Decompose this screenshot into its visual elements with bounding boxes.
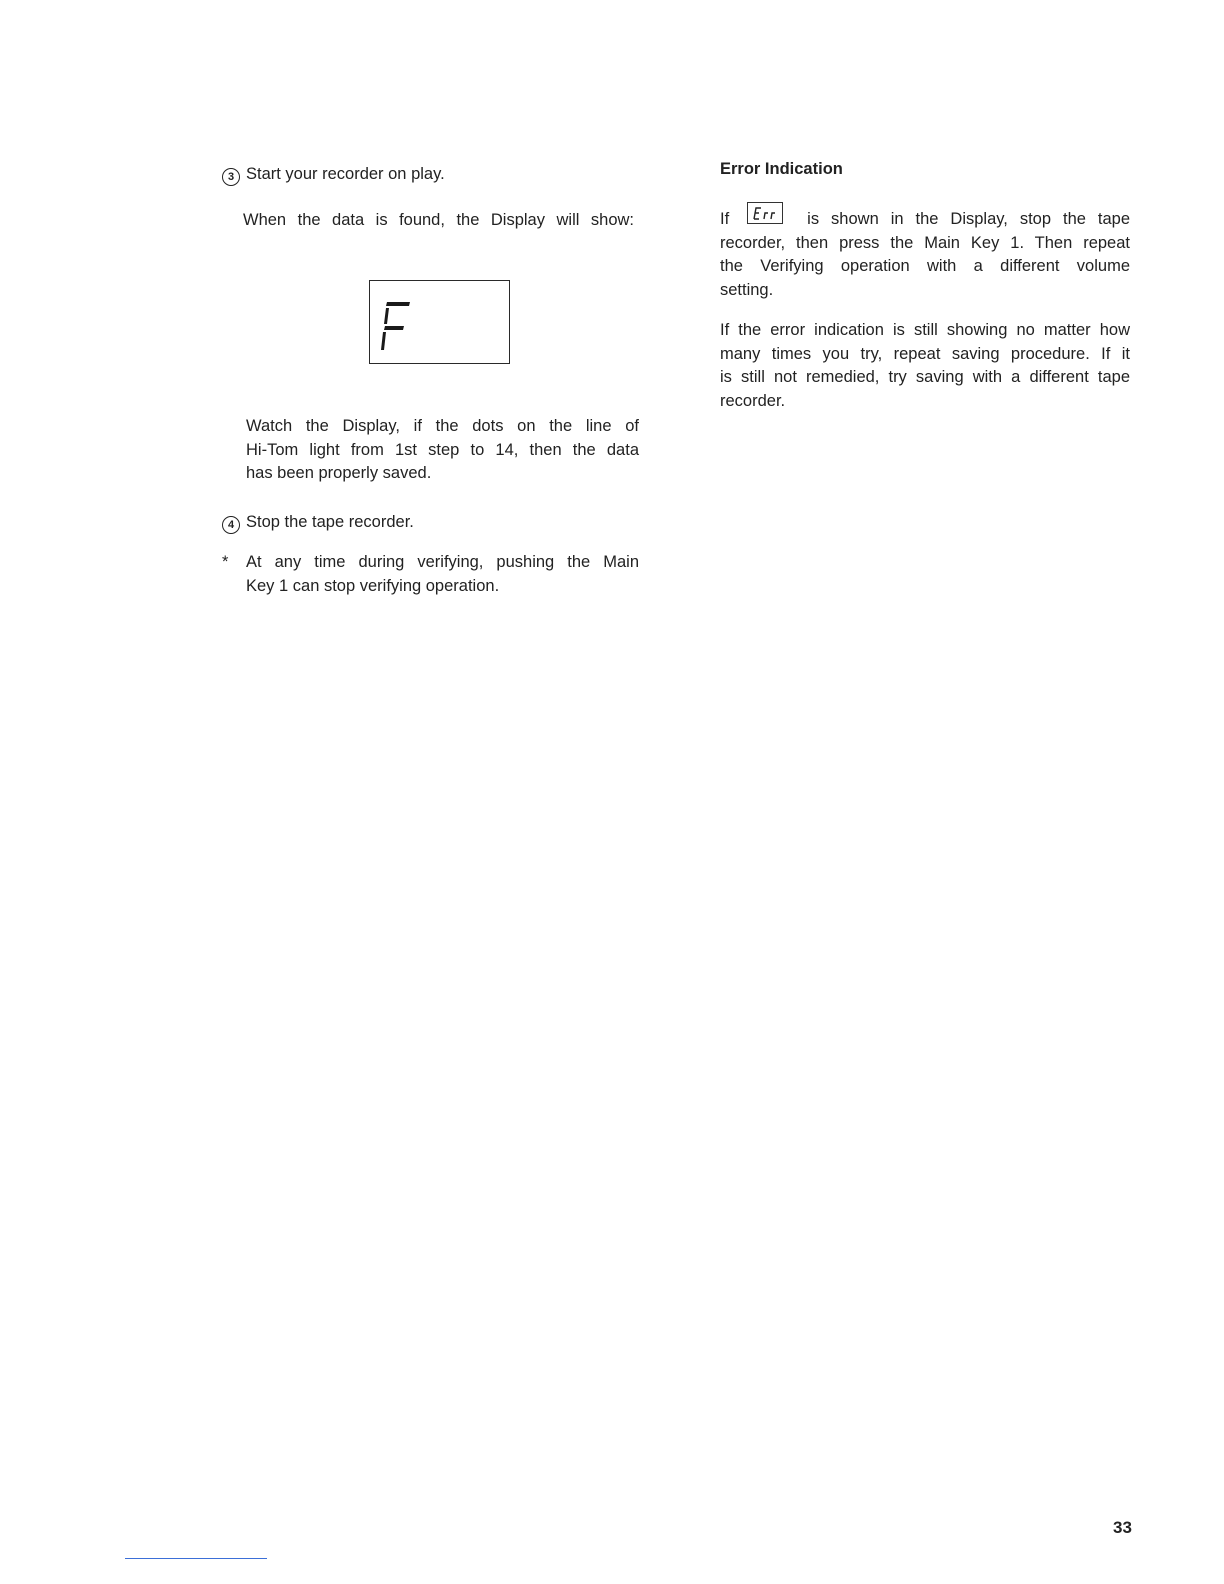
- watch-line-1: Watch the Display, if the dots on the line of: [246, 417, 639, 435]
- bottom-link-line: [125, 1558, 267, 1559]
- watch-line-3: has been properly saved.: [246, 464, 432, 482]
- step-4-number: 4: [222, 516, 240, 534]
- error-line-2: recorder, then press the Main Key 1. Then repeat: [720, 233, 1130, 252]
- watch-paragraph: [246, 415, 639, 486]
- error2-line-2: many times you try, repeat saving procedure. If it: [720, 344, 1130, 363]
- if-word: If: [720, 210, 730, 228]
- step-3: [222, 163, 445, 187]
- note-line-1: At any time during verifying, pushing the Main: [246, 553, 639, 571]
- error-paragraph-1: [720, 202, 1130, 302]
- lcd-f-glyph-icon: [370, 281, 509, 363]
- note-paragraph: [246, 551, 639, 598]
- step-4: [222, 511, 414, 535]
- error-line-1: [720, 202, 1130, 232]
- error-paragraph-2: [720, 319, 1130, 413]
- page-number: 33: [1113, 1518, 1132, 1537]
- error2-line-4: recorder.: [720, 391, 786, 410]
- display-intro: When the data is found, the Display will show:: [243, 211, 634, 229]
- error-heading: Error Indication: [720, 160, 843, 178]
- watch-line-2: Hi-Tom light from 1st step to 14, then the data: [246, 440, 639, 459]
- err-glyph-icon: [748, 203, 782, 223]
- step-4-text: Stop the tape recorder.: [246, 513, 414, 531]
- error-line-4: setting.: [720, 280, 774, 299]
- error2-line-3: is still not remedied, try saving with a different tape: [720, 368, 1130, 386]
- step-3-text: Start your recorder on play.: [246, 165, 445, 183]
- note-bullet: *: [222, 553, 229, 571]
- error-line-1-rest: is shown in the Display, stop the tape: [807, 210, 1130, 228]
- error2-line-1: If the error indication is still showing no matter how: [720, 321, 1130, 339]
- lcd-display: [369, 280, 510, 364]
- note-line-2: Key 1 can stop verifying operation.: [246, 576, 500, 595]
- err-display: [747, 202, 783, 224]
- step-3-number: 3: [222, 168, 240, 186]
- error-line-3: the Verifying operation with a different volume: [720, 257, 1130, 275]
